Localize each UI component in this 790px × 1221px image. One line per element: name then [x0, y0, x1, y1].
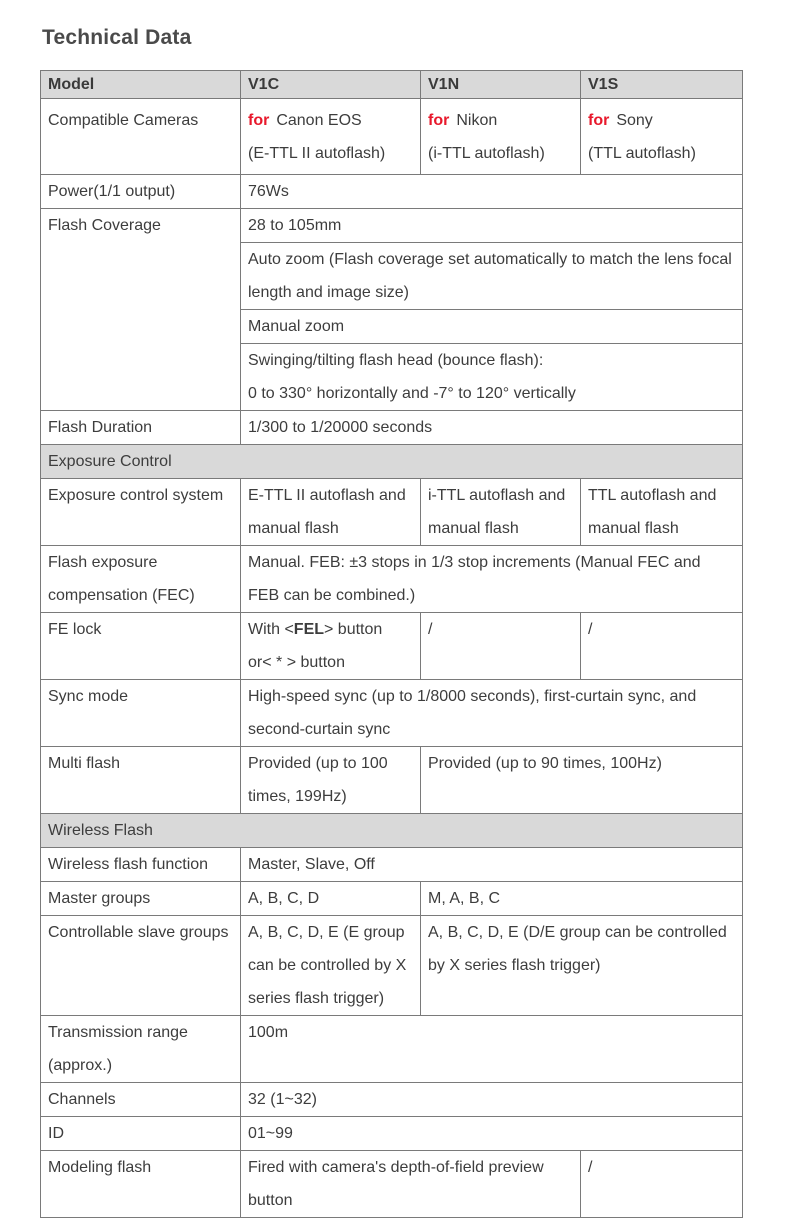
row-channels: [41, 1083, 743, 1117]
cell-channels: 32 (1~32): [241, 1083, 743, 1117]
compatible-v1n-line2: (i-TTL autoflash): [428, 145, 545, 162]
fe-lock-line2: or< * > button: [248, 654, 345, 671]
brand-text: Nikon: [456, 112, 498, 129]
cell-modeling-flash: Fired with camera's depth-of-field preview button: [241, 1151, 581, 1218]
cell-multi-flash-v1c: Provided (up to 100 times, 199Hz): [241, 747, 421, 814]
cell-exposure-v1s: TTL autoflash and manual flash: [581, 479, 743, 546]
label-fe-lock: FE lock: [41, 613, 241, 680]
cell-wireless-function: Master, Slave, Off: [241, 848, 743, 882]
row-multi-flash: [41, 747, 743, 814]
row-exposure-system: [41, 479, 743, 546]
row-compatible-cameras: [41, 99, 743, 175]
cell-slave-groups-v1n-v1s: A, B, C, D, E (D/E group can be controlled by X series flash trigger): [421, 916, 743, 1016]
cell-multi-flash-v1n-v1s: Provided (up to 90 times, 100Hz): [421, 747, 743, 814]
compatible-v1s-line2: (TTL autoflash): [588, 145, 696, 162]
label-wireless-function: Wireless flash function: [41, 848, 241, 882]
label-slave-groups: Controllable slave groups: [41, 916, 241, 1016]
header-v1c: V1C: [241, 71, 421, 99]
cell-coverage-autozoom: Auto zoom (Flash coverage set automatically to match the lens focal length and image size): [241, 243, 743, 310]
compatible-v1n-line1: [428, 104, 573, 137]
row-sync-mode: [41, 680, 743, 747]
spec-table: [40, 70, 743, 1218]
cell-compatible-v1n: [421, 99, 581, 175]
cell-exposure-v1n: i-TTL autoflash and manual flash: [421, 479, 581, 546]
section-row-wireless-flash: [41, 814, 743, 848]
cell-fec-value: Manual. FEB: ±3 stops in 1/3 stop increments (Manual FEC and FEB can be combined.): [241, 546, 743, 613]
bounce-line2: 0 to 330° horizontally and -7° to 120° vertically: [248, 385, 576, 402]
cell-exposure-v1c: E-TTL II autoflash and manual flash: [241, 479, 421, 546]
compatible-v1s-line1: [588, 104, 735, 137]
label-flash-coverage: Flash Coverage: [41, 209, 241, 411]
cell-coverage-manualzoom: Manual zoom: [241, 310, 743, 344]
compatible-v1c-line2: (E-TTL II autoflash): [248, 145, 386, 162]
row-fec: [41, 546, 743, 613]
label-exposure-system: Exposure control system: [41, 479, 241, 546]
row-flash-duration: [41, 411, 743, 445]
fe-lock-line1: [248, 613, 413, 646]
table-header-row: [41, 71, 743, 99]
cell-fe-lock-v1c: [241, 613, 421, 680]
cell-flash-duration: 1/300 to 1/20000 seconds: [241, 411, 743, 445]
for-badge: for: [588, 112, 610, 129]
row-id: [41, 1117, 743, 1151]
cell-slave-groups-v1c: A, B, C, D, E (E group can be controlled by X series flash trigger): [241, 916, 421, 1016]
label-fec: Flash exposure compensation (FEC): [41, 546, 241, 613]
cell-fe-lock-v1s: /: [581, 613, 743, 680]
label-power: Power(1/1 output): [41, 175, 241, 209]
row-slave-groups: [41, 916, 743, 1016]
label-modeling-flash: Modeling flash: [41, 1151, 241, 1218]
row-fe-lock: [41, 613, 743, 680]
label-compatible-cameras: Compatible Cameras: [41, 99, 241, 175]
label-channels: Channels: [41, 1083, 241, 1117]
section-row-exposure-control: [41, 445, 743, 479]
bounce-line1: Swinging/tilting flash head (bounce flash):: [248, 352, 544, 369]
brand-text: Sony: [616, 112, 653, 129]
cell-coverage-range: 28 to 105mm: [241, 209, 743, 243]
cell-master-groups-v1n-v1s: M, A, B, C: [421, 882, 743, 916]
label-sync-mode: Sync mode: [41, 680, 241, 747]
row-flash-coverage-1: [41, 209, 743, 243]
fe-lock-pre: With <: [248, 621, 294, 638]
cell-compatible-v1s: [581, 99, 743, 175]
fel-key: FEL: [293, 621, 325, 638]
header-v1n: V1N: [421, 71, 581, 99]
cell-coverage-bounce: [241, 344, 743, 411]
row-transmission-range: [41, 1016, 743, 1083]
header-v1s: V1S: [581, 71, 743, 99]
fe-lock-post: > button: [324, 621, 383, 638]
row-master-groups: [41, 882, 743, 916]
row-modeling-flash: [41, 1151, 743, 1218]
cell-power-value: 76Ws: [241, 175, 743, 209]
label-multi-flash: Multi flash: [41, 747, 241, 814]
section-exposure-control: Exposure Control: [41, 445, 743, 479]
brand-text: Canon EOS: [276, 112, 362, 129]
page-title: Technical Data: [42, 26, 192, 49]
cell-transmission-range: 100m: [241, 1016, 743, 1083]
label-transmission-range: Transmission range (approx.): [41, 1016, 241, 1083]
for-badge: for: [248, 112, 270, 129]
label-id: ID: [41, 1117, 241, 1151]
cell-compatible-v1c: [241, 99, 421, 175]
row-power: [41, 175, 743, 209]
label-master-groups: Master groups: [41, 882, 241, 916]
cell-fe-lock-v1n: /: [421, 613, 581, 680]
cell-modeling-flash-v1s: /: [581, 1151, 743, 1218]
label-flash-duration: Flash Duration: [41, 411, 241, 445]
header-model: Model: [41, 71, 241, 99]
cell-id: 01~99: [241, 1117, 743, 1151]
compatible-v1c-line1: [248, 104, 413, 137]
cell-sync-mode: High-speed sync (up to 1/8000 seconds), first-curtain sync, and second-curtain sync: [241, 680, 743, 747]
for-badge: for: [428, 112, 450, 129]
row-wireless-function: [41, 848, 743, 882]
section-wireless-flash: Wireless Flash: [41, 814, 743, 848]
cell-master-groups-v1c: A, B, C, D: [241, 882, 421, 916]
